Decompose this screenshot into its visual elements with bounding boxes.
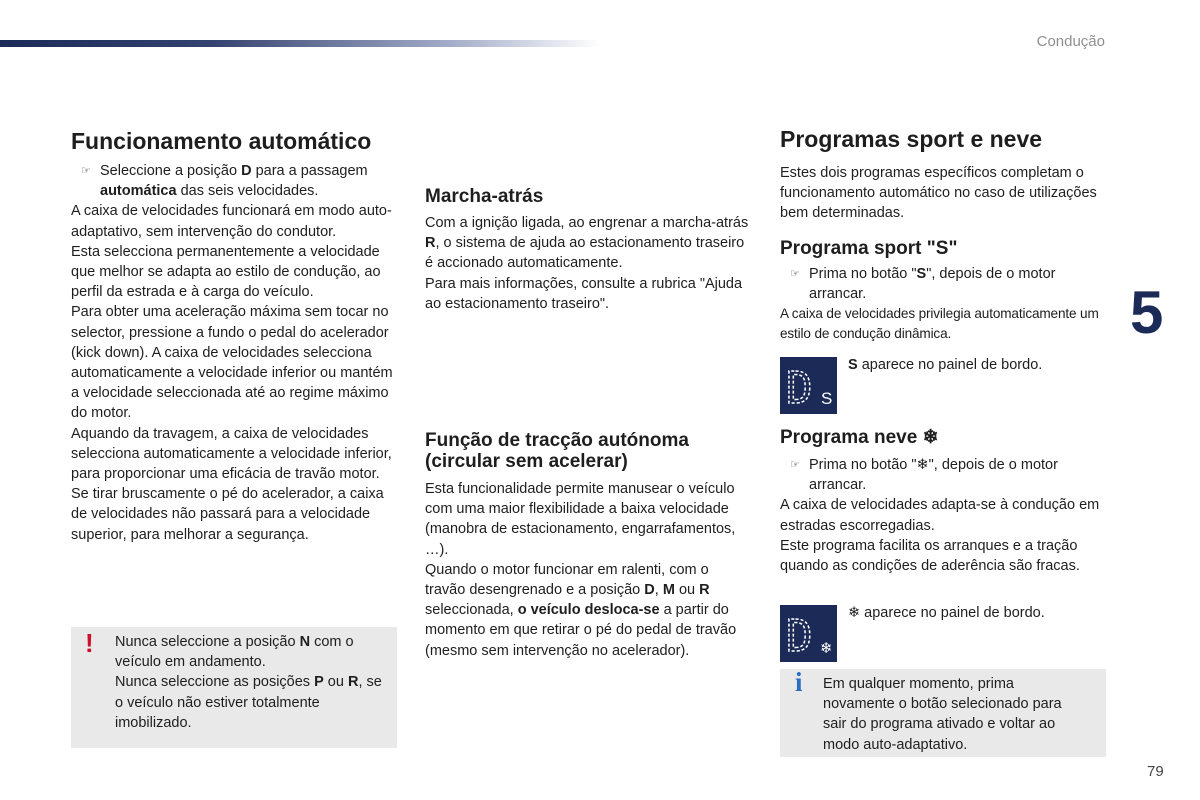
- snow-display-caption: ❄ aparece no painel de bordo.: [848, 605, 1045, 621]
- pointing-hand-icon: ☞: [81, 165, 91, 177]
- sport-heading: Programa sport "S": [780, 237, 958, 259]
- column-snow: [780, 427, 1112, 576]
- pointing-hand-icon: ☞: [790, 459, 800, 471]
- paragraph: A caixa de velocidades funcionará em modo auto-adaptativo, sem intervenção do condutor.: [71, 203, 392, 240]
- warning-text: Nunca seleccione a posição N com o veículo em andamento. Nunca seleccione as posições P ou R, se o veículo não estiver totalmente imobilizado.: [115, 634, 382, 731]
- snow-bullet: ☞ Prima no botão "❄", depois de o motor arrancar.: [790, 457, 1058, 494]
- sport-bullet: ☞ Prima no botão "S", depois de o motor arrancar.: [790, 265, 1056, 302]
- snow-display-icon: [780, 605, 837, 662]
- section-title: Condução: [1036, 33, 1105, 50]
- info-text: Em qualquer momento, prima novamente o botão selecionado para sair do programa ativado e voltar ao modo auto-adaptativo.: [823, 676, 1062, 753]
- warning-icon: !: [85, 628, 94, 658]
- snow-heading: Programa neve ❄: [780, 427, 939, 448]
- svg-text:S: S: [821, 389, 833, 408]
- paragraph: Para obter uma aceleração máxima sem tocar no selector, pressione a fundo o pedal do acelerador (kick down). A caixa de velocidades selecciona automaticamente a velocidade inferior ou mantém a velocidade seleccionada até ao regime máximo do motor.: [71, 304, 393, 422]
- chapter-number: 5: [1130, 279, 1164, 346]
- paragraph: Aquando da travagem, a caixa de velocidades selecciona automaticamente a velocidade inferior, para proporcionar uma eficácia de travão motor.: [71, 425, 392, 483]
- paragraph: Quando o motor funcionar em ralenti, com o travão desengrenado e a posição D, M ou R seleccionada, o veículo desloca-se a partir do momento em que retirar o pé do pedal de travão (mesmo sem intervenção no acelerador).: [425, 561, 737, 659]
- svg-text:D: D: [786, 611, 813, 662]
- info-icon: i: [795, 667, 803, 697]
- paragraph: Com a ignição ligada, ao engrenar a marcha-atrás R, o sistema de ajuda ao estacionamento traseiro é accionado automaticamente.: [425, 215, 749, 272]
- pointing-hand-icon: ☞: [790, 267, 800, 280]
- warning-box: [71, 627, 397, 748]
- info-box: [780, 669, 1106, 757]
- column-automatic: [71, 129, 401, 545]
- select-d-bullet: ☞ Seleccione a posição D para a passagem automática das seis velocidades.: [81, 163, 368, 200]
- programs-heading: Programas sport e neve: [780, 126, 1043, 152]
- svg-text:❄: ❄: [820, 639, 833, 657]
- paragraph: Estes dois programas específicos completam o funcionamento automático no caso de utilizações bem determinadas.: [780, 165, 1097, 222]
- paragraph: Este programa facilita os arranques e a tração quando as condições de aderência são fracas.: [780, 537, 1080, 575]
- paragraph: Esta funcionalidade permite manusear o veículo com uma maior flexibilidade a baixa velocidade (manobra de estacionamento, engarrafamentos, …).: [425, 481, 736, 558]
- paragraph: Esta selecciona permanentemente a velocidade que melhor se adapta ao estilo de condução, ao perfil da estrada e à carga do veículo.: [71, 243, 381, 301]
- svg-text:D: D: [786, 363, 813, 414]
- paragraph: Para mais informações, consulte a rubrica "Ajuda ao estacionamento traseiro".: [425, 275, 743, 312]
- paragraph: A caixa de velocidades privilegia automaticamente um estilo de condução dinâmica.: [780, 306, 1099, 342]
- page-number: 79: [1147, 763, 1164, 780]
- column-reverse: [425, 186, 753, 314]
- sport-display-icon: [780, 357, 837, 414]
- creep-heading: Função de tracção autónoma (circular sem acelerar): [425, 430, 689, 472]
- header-gradient-bar: [0, 40, 600, 47]
- reverse-heading: Marcha-atrás: [425, 186, 544, 207]
- column-creep: [425, 430, 753, 661]
- sport-display-caption: S aparece no painel de bordo.: [848, 357, 1043, 373]
- automatic-heading: Funcionamento automático: [71, 128, 372, 154]
- paragraph: A caixa de velocidades adapta-se à condução em estradas escorregadias.: [780, 497, 1100, 534]
- column-programs: [780, 127, 1112, 344]
- paragraph: Se tirar bruscamente o pé do acelerador, a caixa de velocidades não passará para a velocidade superior, para melhorar a segurança.: [71, 486, 384, 543]
